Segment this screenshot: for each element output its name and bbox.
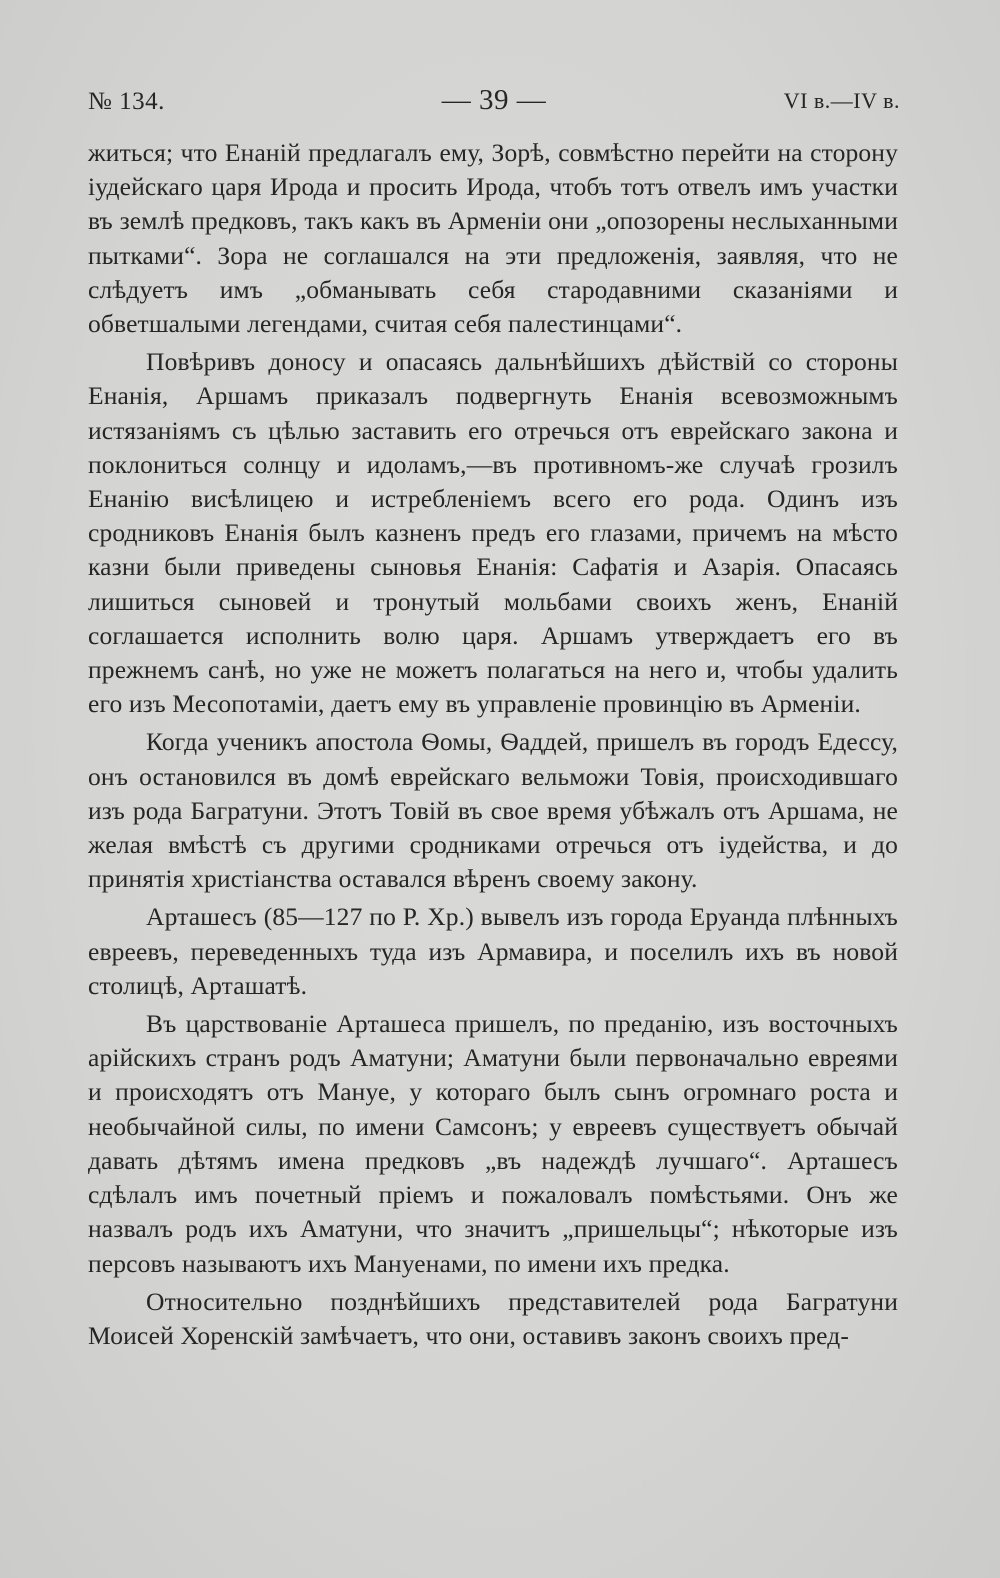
paragraph-1: житься; что Енаній предлагалъ ему, Зорѣ, совмѣстно перейти на сторону іудейскаго царя Ирода и просить Ирода, чтобъ тотъ отвелъ имъ участки въ землѣ предковъ, такъ какъ въ Арменіи они „опозорены неслыханными пытками“. Зора не соглашался на эти предложенія, заявляя, что не слѣдуетъ имъ „обманывать себя стародавними сказаніями и обветшалыми легендами, считая себя палестинцами“. [88,138,898,339]
page-number: — 39 — [441,84,547,116]
paragraph-4: Арташесъ (85—127 по Р. Хр.) вывелъ изъ города Еруанда плѣнныхъ евреевъ, переведенныхъ туда изъ Армавира, и поселилъ ихъ въ новой столицѣ, Арташатѣ. [88,902,898,1000]
body-text [88,136,898,1355]
paragraph-3: Когда ученикъ апостола Ѳомы, Ѳаддей, пришелъ въ городъ Едессу, онъ остановился въ домѣ еврейскаго вельможи Товія, происходившаго изъ рода Багратуни. Этотъ Товій въ свое время убѣжалъ отъ Аршама, не желая вмѣстѣ съ другими сродниками отречься отъ іудейства, и до принятія христіанства оставался вѣренъ своему закону. [88,727,898,894]
paragraph-6: Относительно позднѣйшихъ представителей рода Багратуни Моисей Хоренскій замѣчаетъ, что они, оставивъ законъ своихъ пред- [88,1286,898,1350]
period-label: VI в.—IV в. [783,88,900,113]
page-header [88,86,900,120]
document-number: № 134. [88,88,165,115]
paragraph-5: Въ царствованіе Арташеса пришелъ, по преданію, изъ восточныхъ арійскихъ странъ родъ Аматуни; Аматуни были первоначально евреями и происходятъ отъ Мануе, у котораго былъ сынъ огромнаго роста и необычайной силы, по имени Самсонъ; у евреевъ существуетъ обычай давать дѣтямъ имена предковъ „въ надеждѣ лучшаго“. Арташесъ сдѣлалъ имъ почетный пріемъ и пожаловалъ помѣстьями. Онъ же назвалъ родъ ихъ Аматуни, что значитъ „пришельцы“; нѣкоторые изъ персовъ называютъ ихъ Мануенами, по имени ихъ предка. [88,1009,898,1278]
paragraph-2: Повѣривъ доносу и опасаясь дальнѣйшихъ дѣйствій со стороны Енанія, Аршамъ приказалъ подвергнуть Енанія всевозможнымъ истязаніямъ съ цѣлью заставить его отречься отъ еврейскаго закона и поклониться солнцу и идоламъ,—въ противномъ-же случаѣ грозилъ Енанію висѣлицею и истребленіемъ всего его рода. Одинъ изъ сродниковъ Енанія былъ казненъ предъ его глазами, причемъ на мѣсто казни были приведены сыновья Енанія: Сафатія и Азарія. Опасаясь лишиться сыновей и тронутый мольбами своихъ женъ, Енаній соглашается исполнить волю царя. Аршамъ утверждаетъ его въ прежнемъ санѣ, но уже не можетъ полагаться на него и, чтобы удалить его изъ Месопотаміи, даетъ ему въ управленіе провинцію въ Арменіи. [88,347,898,719]
